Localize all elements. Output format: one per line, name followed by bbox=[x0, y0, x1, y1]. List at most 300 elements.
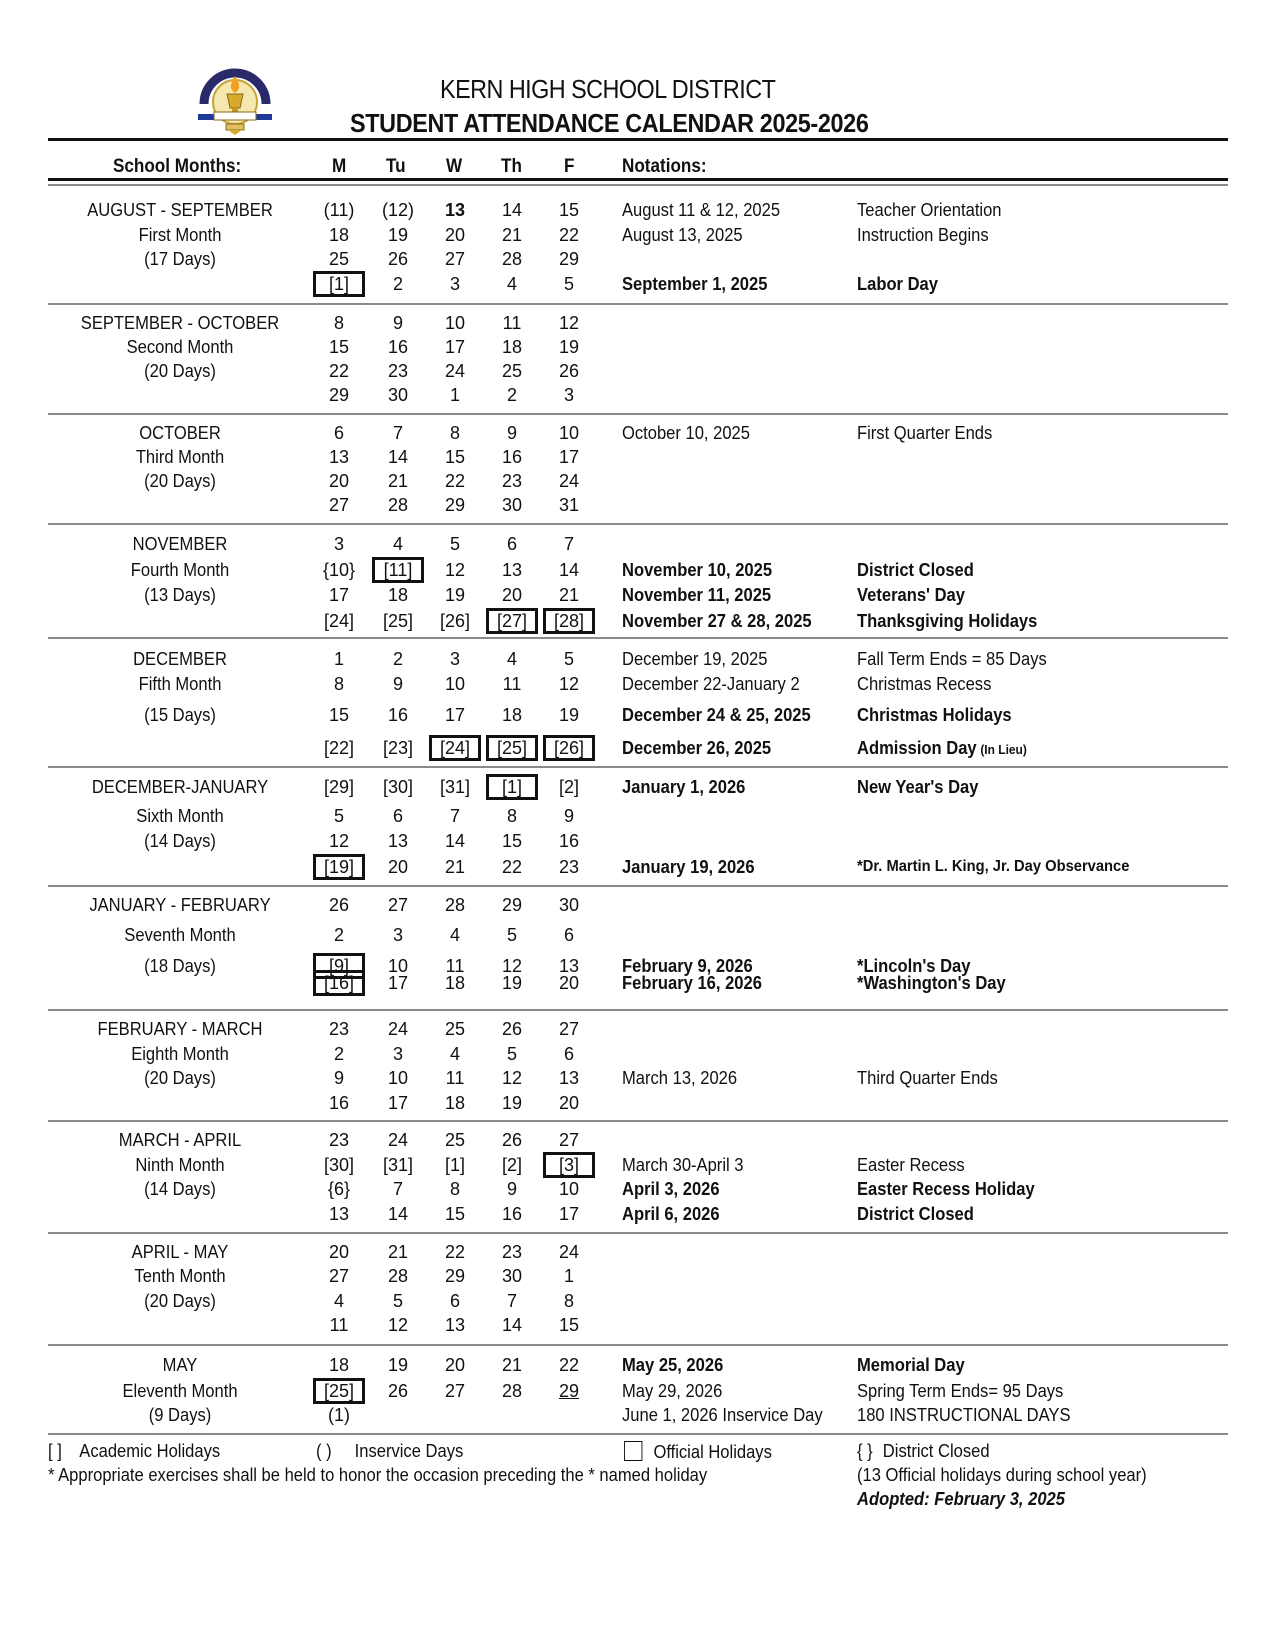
notation-text bbox=[857, 776, 978, 798]
day-cell: 9 bbox=[392, 313, 403, 333]
col-header-thu: Th bbox=[501, 156, 522, 177]
day-cell: 26 bbox=[387, 249, 409, 269]
month-days-count: (20 Days) bbox=[144, 471, 216, 491]
day-cell: 27 bbox=[328, 1266, 350, 1286]
day-cell: 26 bbox=[558, 361, 580, 381]
notation-date: March 30-April 3 bbox=[622, 1155, 744, 1175]
day-cell: (12) bbox=[381, 200, 414, 220]
day-cell: 15 bbox=[444, 1204, 466, 1224]
notation-text-main: Christmas Recess bbox=[857, 674, 992, 694]
month-ordinal: Eighth Month bbox=[131, 1044, 229, 1064]
notation-date: November 11, 2025 bbox=[622, 585, 772, 605]
day-cell: 5 bbox=[333, 806, 344, 826]
day-cell: 23 bbox=[501, 471, 523, 491]
day-cell: 21 bbox=[501, 225, 523, 245]
day-cell: 15 bbox=[328, 337, 350, 357]
legend-inservice bbox=[316, 1441, 463, 1462]
day-cell: 23 bbox=[558, 857, 580, 877]
day-cell: 16 bbox=[501, 447, 523, 467]
day-cell: 10 bbox=[558, 423, 580, 443]
notation-text-main: Easter Recess bbox=[857, 1155, 965, 1175]
day-cell-official-holiday: [26] bbox=[543, 735, 595, 761]
day-cell: 17 bbox=[387, 1093, 409, 1113]
month-days-count: (20 Days) bbox=[144, 361, 216, 381]
notation-date: August 13, 2025 bbox=[622, 225, 743, 245]
day-cell: 27 bbox=[444, 249, 466, 269]
day-cell-official-holiday: [11] bbox=[372, 557, 424, 583]
day-cell: 28 bbox=[387, 495, 409, 515]
notation-text bbox=[857, 273, 938, 295]
day-cell: 14 bbox=[558, 560, 580, 580]
day-cell: 26 bbox=[501, 1130, 523, 1150]
notation-text-main: *Washington's Day bbox=[857, 973, 1006, 993]
day-cell: 3 bbox=[449, 274, 460, 294]
notation-text bbox=[857, 673, 991, 695]
month-days-count: (9 Days) bbox=[148, 1405, 212, 1425]
day-cell: 29 bbox=[558, 249, 580, 269]
footnote: * Appropriate exercises shall be held to honor the occasion preceding the * named holiday bbox=[48, 1465, 708, 1485]
day-cell: 19 bbox=[558, 705, 580, 725]
notation-date: April 6, 2026 bbox=[622, 1204, 720, 1224]
day-cell: 5 bbox=[563, 649, 574, 669]
day-cell: 19 bbox=[558, 337, 580, 357]
day-cell: 22 bbox=[558, 1355, 580, 1375]
day-cell: [2] bbox=[558, 777, 579, 797]
notation-text-main: Teacher Orientation bbox=[857, 200, 1002, 220]
notation-text-main: Spring Term Ends= 95 Days bbox=[857, 1381, 1064, 1401]
month-days-count: (14 Days) bbox=[144, 831, 216, 851]
month-name: DECEMBER-JANUARY bbox=[91, 777, 269, 797]
notation-text-main: 180 INSTRUCTIONAL DAYS bbox=[857, 1405, 1071, 1425]
day-cell: 5 bbox=[392, 1291, 403, 1311]
day-cell: 12 bbox=[558, 674, 580, 694]
day-cell: 21 bbox=[444, 857, 466, 877]
calendar-title: STUDENT ATTENDANCE CALENDAR 2025-2026 bbox=[350, 108, 869, 138]
day-cell: [25] bbox=[382, 611, 414, 631]
legend-inservice-label: Inservice Days bbox=[354, 1441, 464, 1461]
day-cell: 8 bbox=[563, 1291, 574, 1311]
day-cell: 24 bbox=[444, 361, 466, 381]
month-name: APRIL - MAY bbox=[131, 1242, 229, 1262]
day-cell: 27 bbox=[558, 1130, 580, 1150]
section-divider bbox=[48, 413, 1228, 415]
notation-text-main: District Closed bbox=[857, 560, 974, 580]
month-days-count: (17 Days) bbox=[144, 249, 216, 269]
month-ordinal: Second Month bbox=[126, 337, 234, 357]
day-cell: [31] bbox=[382, 1155, 414, 1175]
notation-date: November 27 & 28, 2025 bbox=[622, 611, 812, 631]
day-cell: 7 bbox=[506, 1291, 517, 1311]
notation-text-main: Fall Term Ends = 85 Days bbox=[857, 649, 1047, 669]
day-cell: 11 bbox=[502, 313, 522, 333]
notation-date: May 29, 2026 bbox=[622, 1381, 723, 1401]
month-name: DECEMBER bbox=[133, 649, 227, 669]
day-cell: 18 bbox=[387, 585, 409, 605]
day-cell: 19 bbox=[387, 1355, 409, 1375]
day-cell: 8 bbox=[333, 313, 344, 333]
day-cell: 16 bbox=[501, 1204, 523, 1224]
day-cell: 22 bbox=[328, 361, 350, 381]
day-cell: 20 bbox=[444, 1355, 466, 1375]
day-cell: 6 bbox=[392, 806, 403, 826]
section-divider bbox=[48, 1009, 1228, 1011]
day-cell: 29 bbox=[328, 385, 350, 405]
day-cell-official-holiday: [25] bbox=[486, 735, 538, 761]
day-cell: 14 bbox=[501, 1315, 523, 1335]
day-cell: 24 bbox=[558, 1242, 580, 1262]
day-cell: 13 bbox=[501, 560, 523, 580]
day-cell: 13 bbox=[387, 831, 409, 851]
day-cell: 15 bbox=[558, 1315, 580, 1335]
day-cell: 15 bbox=[328, 705, 350, 725]
day-cell: 13 bbox=[558, 1068, 580, 1088]
day-cell: 5 bbox=[563, 274, 574, 294]
adopted-date: Adopted: February 3, 2025 bbox=[857, 1489, 1065, 1509]
month-ordinal: Tenth Month bbox=[134, 1266, 226, 1286]
notation-text-main: Veterans' Day bbox=[857, 585, 965, 605]
day-cell: 8 bbox=[449, 423, 460, 443]
day-cell: [24] bbox=[323, 611, 355, 631]
header-bottom-rule bbox=[48, 178, 1228, 181]
day-cell: 22 bbox=[501, 857, 523, 877]
notation-date: February 9, 2026 bbox=[622, 956, 753, 976]
notation-text bbox=[857, 1203, 974, 1225]
day-cell: 16 bbox=[328, 1093, 350, 1113]
month-name: OCTOBER bbox=[139, 423, 221, 443]
notation-text bbox=[857, 422, 992, 444]
day-cell: 11 bbox=[329, 1315, 349, 1335]
legend-academic bbox=[48, 1441, 220, 1462]
legend-academic-symbol: [ ] bbox=[48, 1441, 62, 1461]
notation-text bbox=[857, 856, 1129, 878]
notation-date: June 1, 2026 Inservice Day bbox=[622, 1405, 823, 1425]
notation-text-main: Instruction Begins bbox=[857, 225, 989, 245]
day-cell: 28 bbox=[444, 895, 466, 915]
day-cell: 27 bbox=[328, 495, 350, 515]
notation-text-main: Admission Day bbox=[857, 738, 977, 758]
notation-text bbox=[857, 1178, 1035, 1200]
day-cell: 1 bbox=[563, 1266, 574, 1286]
day-cell: 6 bbox=[563, 925, 574, 945]
day-cell: 30 bbox=[501, 1266, 523, 1286]
day-cell-official-holiday: [16] bbox=[313, 970, 365, 996]
month-name: MARCH - APRIL bbox=[118, 1130, 242, 1150]
day-cell: 17 bbox=[558, 447, 580, 467]
month-name: FEBRUARY - MARCH bbox=[97, 1019, 263, 1039]
day-cell: [2] bbox=[501, 1155, 522, 1175]
notation-date: August 11 & 12, 2025 bbox=[622, 200, 781, 220]
day-cell: 7 bbox=[392, 1179, 403, 1199]
day-cell: 7 bbox=[392, 423, 403, 443]
section-divider bbox=[48, 1344, 1228, 1346]
day-cell: 18 bbox=[444, 1093, 466, 1113]
day-cell: 20 bbox=[328, 471, 350, 491]
day-cell: 19 bbox=[501, 973, 523, 993]
day-cell: 20 bbox=[444, 225, 466, 245]
day-cell: [1] bbox=[444, 1155, 465, 1175]
notation-text-main: Labor Day bbox=[857, 274, 938, 294]
day-cell: 10 bbox=[444, 313, 466, 333]
month-name: SEPTEMBER - OCTOBER bbox=[80, 313, 280, 333]
day-cell: (11) bbox=[323, 200, 355, 220]
day-cell: 15 bbox=[501, 831, 523, 851]
day-cell: 27 bbox=[444, 1381, 466, 1401]
month-name: AUGUST - SEPTEMBER bbox=[87, 200, 273, 220]
notation-date: September 1, 2025 bbox=[622, 274, 768, 294]
notation-text bbox=[857, 704, 1012, 726]
notation-date: February 16, 2026 bbox=[622, 973, 762, 993]
day-cell: 5 bbox=[506, 1044, 517, 1064]
day-cell: 20 bbox=[387, 857, 409, 877]
section-divider bbox=[48, 885, 1228, 887]
day-cell: 20 bbox=[501, 585, 523, 605]
day-cell: 3 bbox=[392, 1044, 403, 1064]
day-cell: 14 bbox=[444, 831, 466, 851]
notation-date: December 26, 2025 bbox=[622, 738, 772, 758]
notation-text bbox=[857, 1067, 998, 1089]
district-name: KERN HIGH SCHOOL DISTRICT bbox=[440, 74, 776, 104]
day-cell: 2 bbox=[333, 1044, 344, 1064]
day-cell: 9 bbox=[563, 806, 574, 826]
notation-text bbox=[857, 972, 1006, 994]
section-divider bbox=[48, 303, 1228, 305]
day-cell: 23 bbox=[328, 1019, 350, 1039]
official-holiday-box-icon bbox=[624, 1441, 642, 1461]
district-seal-logo-icon bbox=[196, 64, 274, 136]
notation-date: November 10, 2025 bbox=[622, 560, 773, 580]
day-cell: 1 bbox=[449, 385, 460, 405]
section-divider bbox=[48, 766, 1228, 768]
day-cell: 27 bbox=[558, 1019, 580, 1039]
day-cell: 23 bbox=[328, 1130, 350, 1150]
notation-text-main: *Lincoln's Day bbox=[857, 956, 971, 976]
day-cell: [30] bbox=[323, 1155, 355, 1175]
day-cell: 17 bbox=[558, 1204, 580, 1224]
day-cell: 1 bbox=[333, 649, 344, 669]
day-cell: 13 bbox=[444, 200, 466, 220]
month-ordinal: First Month bbox=[138, 225, 222, 245]
notation-date: January 1, 2026 bbox=[622, 777, 746, 797]
day-cell: 20 bbox=[328, 1242, 350, 1262]
notation-text-suffix: (In Lieu) bbox=[980, 742, 1027, 757]
day-cell: 26 bbox=[387, 1381, 409, 1401]
notation-text-main: Christmas Holidays bbox=[857, 705, 1012, 725]
legend-closed-symbol: { } bbox=[857, 1441, 873, 1461]
month-ordinal: Sixth Month bbox=[136, 806, 224, 826]
notation-text bbox=[857, 1354, 965, 1376]
day-cell: 20 bbox=[558, 973, 580, 993]
month-name: NOVEMBER bbox=[132, 534, 228, 554]
notation-date: January 19, 2026 bbox=[622, 857, 755, 877]
day-cell: 6 bbox=[506, 534, 517, 554]
month-ordinal: Seventh Month bbox=[124, 925, 236, 945]
col-header-months: School Months: bbox=[113, 156, 242, 177]
section-divider bbox=[48, 1232, 1228, 1234]
day-cell: 25 bbox=[444, 1130, 466, 1150]
day-cell: 22 bbox=[444, 471, 466, 491]
day-cell-official-holiday: [25] bbox=[313, 1378, 365, 1404]
day-cell: 16 bbox=[387, 337, 409, 357]
month-days-count: (14 Days) bbox=[144, 1179, 216, 1199]
day-cell: 15 bbox=[444, 447, 466, 467]
day-cell: 3 bbox=[563, 385, 574, 405]
day-cell: 7 bbox=[563, 534, 574, 554]
legend-inservice-symbol: ( ) bbox=[316, 1441, 332, 1461]
day-cell-official-holiday: [24] bbox=[429, 735, 481, 761]
day-cell: 4 bbox=[506, 274, 517, 294]
legend-closed bbox=[857, 1441, 990, 1462]
day-cell: 12 bbox=[558, 313, 580, 333]
notation-text-main: New Year's Day bbox=[857, 777, 979, 797]
day-cell: 24 bbox=[558, 471, 580, 491]
notation-text bbox=[857, 584, 965, 606]
day-cell: 19 bbox=[387, 225, 409, 245]
section-divider bbox=[48, 637, 1228, 639]
notation-date: April 3, 2026 bbox=[622, 1179, 720, 1199]
notation-date: December 19, 2025 bbox=[622, 649, 768, 669]
day-cell: [23] bbox=[382, 738, 414, 758]
day-cell: 13 bbox=[328, 447, 350, 467]
day-cell: [29] bbox=[323, 777, 355, 797]
day-cell: 15 bbox=[558, 200, 580, 220]
day-cell-official-holiday: [27] bbox=[486, 608, 538, 634]
day-cell: 24 bbox=[387, 1130, 409, 1150]
day-cell-official-holiday: [3] bbox=[543, 1152, 595, 1178]
day-cell: (1) bbox=[328, 1405, 350, 1425]
month-days-count: (18 Days) bbox=[144, 956, 216, 976]
notation-text bbox=[857, 1380, 1063, 1402]
day-cell: 23 bbox=[501, 1242, 523, 1262]
month-ordinal: Eleventh Month bbox=[122, 1381, 238, 1401]
notation-text bbox=[857, 648, 1047, 670]
day-cell: {6} bbox=[327, 1179, 351, 1199]
day-cell: 3 bbox=[333, 534, 344, 554]
notation-text bbox=[857, 1404, 1070, 1426]
notation-date: October 10, 2025 bbox=[622, 423, 750, 443]
day-cell: 11 bbox=[445, 956, 465, 976]
day-cell: 13 bbox=[558, 956, 580, 976]
notation-text-main: *Dr. Martin L. King, Jr. Day Observance bbox=[857, 858, 1130, 875]
day-cell: 23 bbox=[387, 361, 409, 381]
day-cell: 14 bbox=[387, 1204, 409, 1224]
day-cell: 5 bbox=[506, 925, 517, 945]
day-cell: 26 bbox=[501, 1019, 523, 1039]
day-cell: 4 bbox=[449, 925, 460, 945]
day-cell-official-holiday: [1] bbox=[486, 774, 538, 800]
day-cell: 29 bbox=[444, 495, 466, 515]
day-cell: 4 bbox=[449, 1044, 460, 1064]
day-cell: 9 bbox=[506, 1179, 517, 1199]
day-cell: 29 bbox=[558, 1381, 580, 1401]
day-cell: 7 bbox=[449, 806, 460, 826]
section-divider bbox=[48, 1433, 1228, 1435]
month-ordinal: Ninth Month bbox=[135, 1155, 225, 1175]
day-cell: 9 bbox=[392, 674, 403, 694]
notation-date: May 25, 2026 bbox=[622, 1355, 724, 1375]
section-divider bbox=[48, 523, 1228, 525]
day-cell: 28 bbox=[501, 249, 523, 269]
day-cell: 6 bbox=[563, 1044, 574, 1064]
day-cell: 4 bbox=[392, 534, 403, 554]
notation-text-main: Memorial Day bbox=[857, 1355, 965, 1375]
day-cell: 30 bbox=[558, 895, 580, 915]
day-cell: 2 bbox=[392, 649, 403, 669]
notation-date: December 22-January 2 bbox=[622, 674, 800, 694]
day-cell: 8 bbox=[506, 806, 517, 826]
day-cell: 6 bbox=[333, 423, 344, 443]
day-cell: 18 bbox=[501, 705, 523, 725]
notation-date: March 13, 2026 bbox=[622, 1068, 738, 1088]
notation-text-main: Thanksgiving Holidays bbox=[857, 611, 1038, 631]
month-ordinal: Fifth Month bbox=[138, 674, 222, 694]
notation-text bbox=[857, 737, 1027, 761]
day-cell: 21 bbox=[558, 585, 580, 605]
day-cell-official-holiday: [19] bbox=[313, 854, 365, 880]
day-cell: 24 bbox=[387, 1019, 409, 1039]
day-cell: 28 bbox=[387, 1266, 409, 1286]
month-days-count: (15 Days) bbox=[144, 705, 216, 725]
day-cell: 22 bbox=[444, 1242, 466, 1262]
day-cell: 6 bbox=[449, 1291, 460, 1311]
day-cell: 20 bbox=[558, 1093, 580, 1113]
day-cell: 18 bbox=[328, 1355, 350, 1375]
col-header-mon: M bbox=[332, 156, 347, 177]
col-header-fri: F bbox=[564, 156, 575, 177]
header-top-rule bbox=[48, 138, 1228, 141]
day-cell: 3 bbox=[449, 649, 460, 669]
day-cell: 5 bbox=[449, 534, 460, 554]
day-cell: 18 bbox=[328, 225, 350, 245]
day-cell: 9 bbox=[333, 1068, 344, 1088]
section-divider bbox=[48, 1120, 1228, 1122]
month-name: MAY bbox=[162, 1355, 198, 1375]
day-cell: 2 bbox=[506, 385, 517, 405]
day-cell: 10 bbox=[444, 674, 466, 694]
day-cell: 13 bbox=[444, 1315, 466, 1335]
day-cell: 31 bbox=[558, 495, 580, 515]
day-cell: 17 bbox=[387, 973, 409, 993]
day-cell: 21 bbox=[501, 1355, 523, 1375]
month-ordinal: Third Month bbox=[135, 447, 225, 467]
notation-text bbox=[857, 1154, 965, 1176]
month-days-count: (20 Days) bbox=[144, 1291, 216, 1311]
day-cell: 12 bbox=[501, 1068, 523, 1088]
day-cell: 29 bbox=[501, 895, 523, 915]
legend-closed-label: District Closed bbox=[882, 1441, 990, 1461]
day-cell: {10} bbox=[322, 560, 356, 580]
header-bottom-rule-thin bbox=[48, 184, 1228, 186]
day-cell: 25 bbox=[444, 1019, 466, 1039]
legend-official-label: Official Holidays bbox=[653, 1442, 772, 1462]
col-header-tue: Tu bbox=[386, 156, 406, 177]
day-cell-official-holiday: [28] bbox=[543, 608, 595, 634]
day-cell: 4 bbox=[506, 649, 517, 669]
notation-text-main: Easter Recess Holiday bbox=[857, 1179, 1035, 1199]
day-cell: 2 bbox=[392, 274, 403, 294]
day-cell: 12 bbox=[328, 831, 350, 851]
day-cell: 30 bbox=[387, 385, 409, 405]
day-cell: 17 bbox=[328, 585, 350, 605]
day-cell: 25 bbox=[328, 249, 350, 269]
day-cell: 16 bbox=[387, 705, 409, 725]
notation-text bbox=[857, 559, 974, 581]
day-cell: 17 bbox=[444, 337, 466, 357]
day-cell: 9 bbox=[506, 423, 517, 443]
day-cell: 12 bbox=[387, 1315, 409, 1335]
month-ordinal: Fourth Month bbox=[130, 560, 230, 580]
notation-text-main: First Quarter Ends bbox=[857, 423, 993, 443]
month-name: JANUARY - FEBRUARY bbox=[89, 895, 271, 915]
